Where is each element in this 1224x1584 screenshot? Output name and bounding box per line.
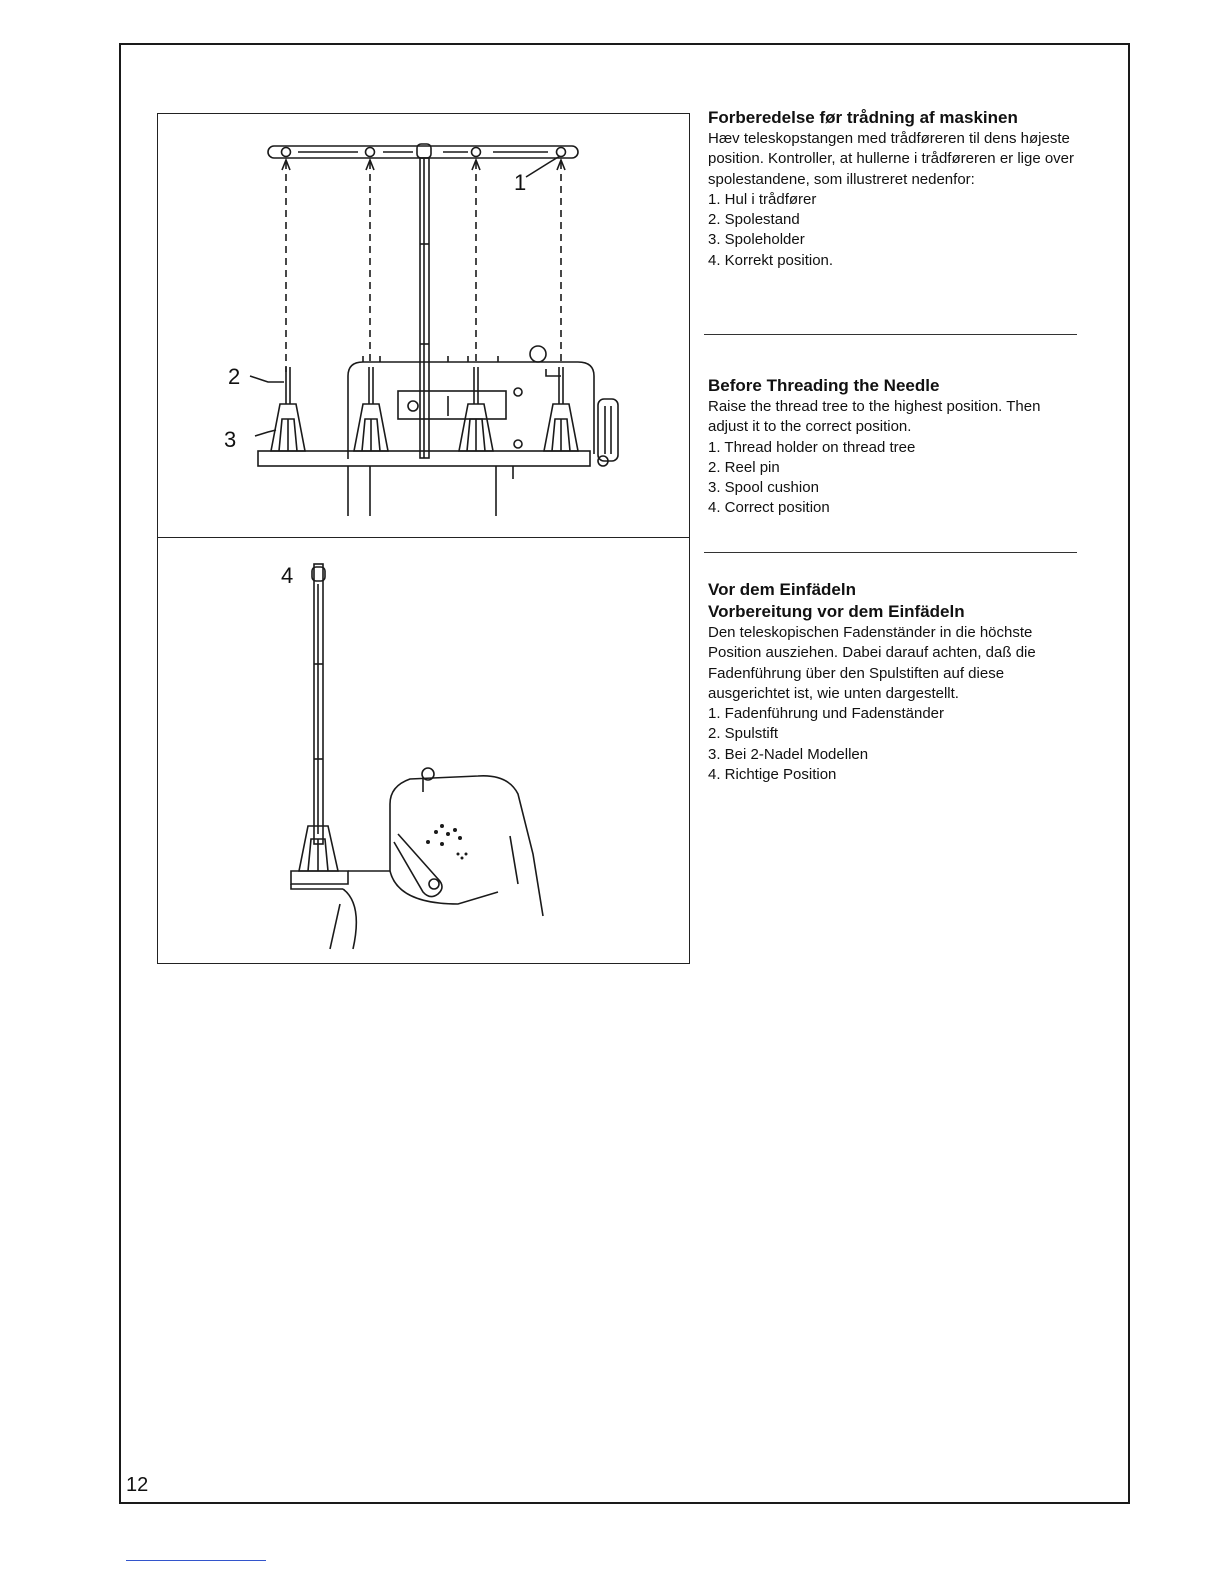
list-item: 4. Richtige Position: [708, 766, 837, 784]
thread-guide-hole: [366, 148, 375, 157]
callout-3: 3: [224, 427, 237, 452]
knob-icon: [530, 346, 546, 362]
section-title: Before Threading the Needle: [708, 376, 940, 395]
section-english: [708, 375, 1080, 519]
section-body: Den teleskopischen Fadenständer in die höchste Position ausziehen. Dabei darauf achten, daß die Fadenführung über den Spulstiften auf diese ausgerichtet ist, wie unten dargestellt.: [708, 624, 1036, 702]
list-item: 3. Bei 2-Nadel Modellen: [708, 745, 869, 763]
callout-2: 2: [228, 364, 241, 389]
list-item: 3. Spoleholder: [708, 231, 805, 249]
callout-4: 4: [281, 563, 294, 588]
item-list: [708, 190, 1080, 271]
handle: [598, 399, 618, 461]
footer-link-line: [126, 1560, 266, 1561]
section-title: Forberedelse før trådning af maskinen: [708, 108, 1018, 127]
list-item: 4. Correct position: [708, 499, 830, 517]
section-title: Vor dem Einfädeln: [708, 580, 856, 599]
section-body: Raise the thread tree to the highest position. Then adjust it to the correct position.: [708, 398, 1041, 436]
list-item: 2. Spulstift: [708, 725, 779, 743]
spool-cushion: [354, 367, 388, 451]
item-list: [708, 438, 1080, 519]
list-item: 2. Reel pin: [708, 458, 780, 476]
thread-guide-hole: [557, 148, 566, 157]
thread-guide-hole: [282, 148, 291, 157]
section-german: [708, 579, 1080, 785]
spool-cushion: [544, 367, 578, 451]
section-danish: [708, 107, 1080, 271]
spool-cushion: [271, 367, 305, 451]
list-item: 1. Fadenführung und Fadenständer: [708, 705, 945, 723]
thread-tree-illustration: [158, 114, 691, 965]
item-list: [708, 704, 1080, 785]
thread-guide-hole: [472, 148, 481, 157]
list-item: 4. Korrekt position.: [708, 251, 834, 269]
list-item: 3. Spool cushion: [708, 479, 819, 497]
spool-cushion: [459, 367, 493, 451]
section-divider: [704, 552, 1077, 553]
section-body: Hæv teleskopstangen med trådføreren til dens højeste position. Kontroller, at hullerne i trådføreren er lige over spolestandene, som illustreret nedenfor:: [708, 130, 1075, 188]
list-item: 2. Spolestand: [708, 211, 800, 229]
callout-1: 1: [514, 170, 527, 195]
figure-box: [157, 113, 690, 964]
list-item: 1. Thread holder on thread tree: [708, 438, 916, 456]
section-divider: [704, 334, 1077, 335]
page-number: 12: [126, 1474, 149, 1496]
list-item: 1. Hul i trådfører: [708, 190, 817, 208]
section-subtitle: Vorbereitung vor dem Einfädeln: [708, 602, 965, 621]
